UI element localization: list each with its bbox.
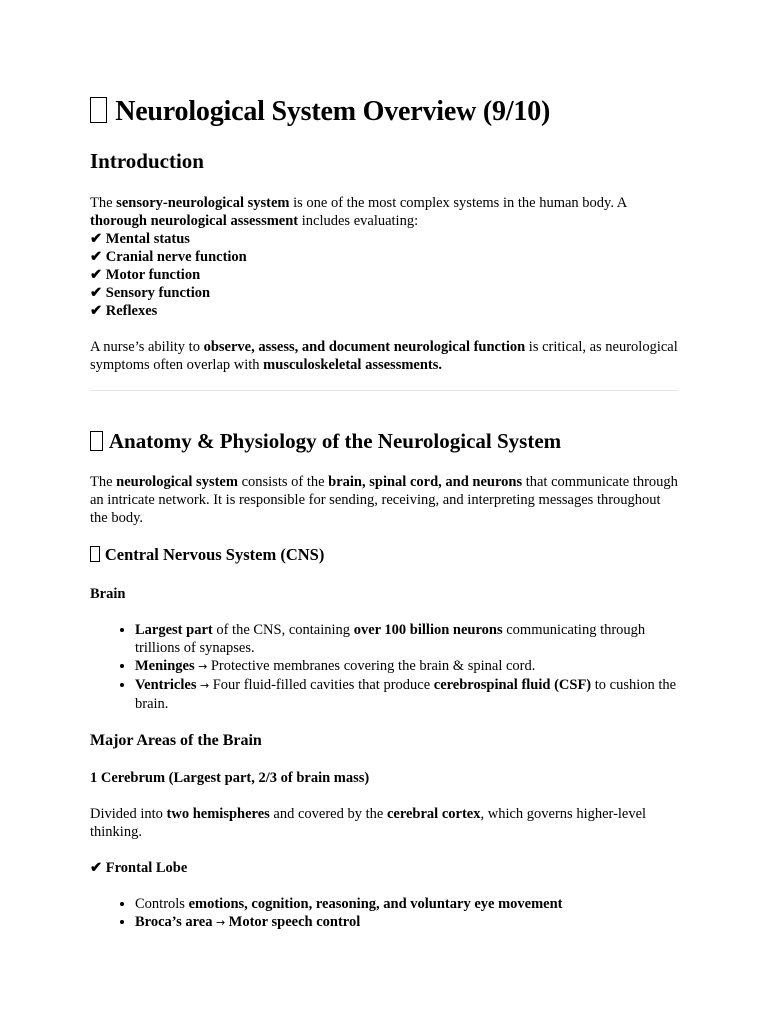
bold-run: sensory-neurological system — [116, 195, 290, 211]
frontal-lobe-heading: ✔ Frontal Lobe — [90, 860, 188, 876]
text-run: The — [90, 474, 117, 490]
cerebrum-heading: 1 Cerebrum (Largest part, 2/3 of brain mass) — [90, 770, 370, 786]
text-run: includes evaluating: — [298, 213, 419, 229]
major-areas-heading: Major Areas of the Brain — [90, 732, 262, 749]
text-run: A nurse’s ability to — [90, 339, 204, 355]
bold-run: over 100 billion neurons — [353, 622, 503, 638]
brain-heading: Brain — [90, 586, 126, 602]
anatomy-paragraph — [90, 473, 678, 527]
checklist-item: ✔ Mental status — [90, 231, 190, 247]
bold-run: Motor speech control — [228, 914, 361, 930]
text-run: and covered by the — [269, 806, 387, 822]
missing-glyph-icon — [90, 546, 100, 562]
anatomy-heading — [90, 428, 678, 454]
right-arrow-icon: → — [196, 679, 213, 692]
list-item — [135, 913, 678, 932]
page-title — [90, 0, 678, 128]
page-title-text: Neurological System Overview (9/10) — [115, 96, 551, 127]
checklist-item: ✔ Cranial nerve function — [90, 249, 247, 265]
introduction-heading: Introduction — [90, 149, 204, 173]
missing-glyph-icon — [90, 97, 107, 124]
bold-run: thorough neurological assessment — [90, 213, 299, 229]
text-run: , which governs higher-level thinking. — [90, 806, 647, 840]
bold-run: Meninges — [135, 658, 195, 674]
text-run: Four fluid-filled cavities that produce — [212, 677, 434, 693]
cns-heading — [90, 545, 678, 565]
text-run: Protective membranes covering the brain & spinal cord. — [210, 658, 536, 674]
list-item — [135, 657, 678, 676]
bold-run: cerebrospinal fluid (CSF) — [433, 677, 592, 693]
missing-glyph-icon — [90, 431, 103, 451]
bold-run: emotions, cognition, reasoning, and voluntary eye movement — [188, 896, 563, 912]
assessment-checklist — [90, 230, 678, 320]
cerebrum-paragraph — [90, 805, 678, 841]
right-arrow-icon: → — [212, 916, 229, 929]
text-run: Controls — [135, 896, 189, 912]
brain-bullet-list — [90, 621, 678, 713]
text-run: consists of the — [237, 474, 329, 490]
text-run: The — [90, 195, 117, 211]
cns-heading-text: Central Nervous System (CNS) — [104, 545, 325, 564]
bold-run: Largest part — [135, 622, 213, 638]
introduction-paragraph — [90, 194, 678, 230]
frontal-bullet-list — [90, 895, 678, 932]
section-divider — [90, 390, 678, 391]
bold-run: observe, assess, and document neurological function — [203, 339, 526, 355]
bold-run: Ventricles — [135, 677, 197, 693]
list-item — [135, 895, 678, 913]
text-run: is critical, as neurological symptoms often overlap with — [90, 339, 678, 373]
checklist-item: ✔ Sensory function — [90, 285, 211, 301]
bold-run: cerebral cortex — [386, 806, 481, 822]
text-run: of the CNS, containing — [212, 622, 354, 638]
bold-run: two hemispheres — [166, 806, 270, 822]
checklist-item: ✔ Motor function — [90, 267, 201, 283]
checklist-item: ✔ Reflexes — [90, 303, 158, 319]
right-arrow-icon: → — [194, 660, 211, 673]
bold-run: brain, spinal cord, and neurons — [328, 474, 523, 490]
text-run: to cushion the brain. — [135, 677, 677, 712]
list-item — [135, 621, 678, 657]
text-run: is one of the most complex systems in the human body. A — [289, 195, 627, 211]
list-item — [135, 676, 678, 713]
anatomy-heading-text: Anatomy & Physiology of the Neurological System — [108, 429, 562, 453]
text-run: that communicate through an intricate network. It is responsible for sending, receiving, and interpreting messages throughout the body. — [90, 474, 678, 526]
text-run: Divided into — [90, 806, 167, 822]
bold-run: Broca’s area — [135, 914, 213, 930]
bold-run: musculoskeletal assessments. — [263, 357, 443, 373]
nurse-paragraph — [90, 338, 678, 374]
bold-run: neurological system — [116, 474, 238, 490]
text-run: communicating through trillions of synapses. — [135, 622, 646, 656]
